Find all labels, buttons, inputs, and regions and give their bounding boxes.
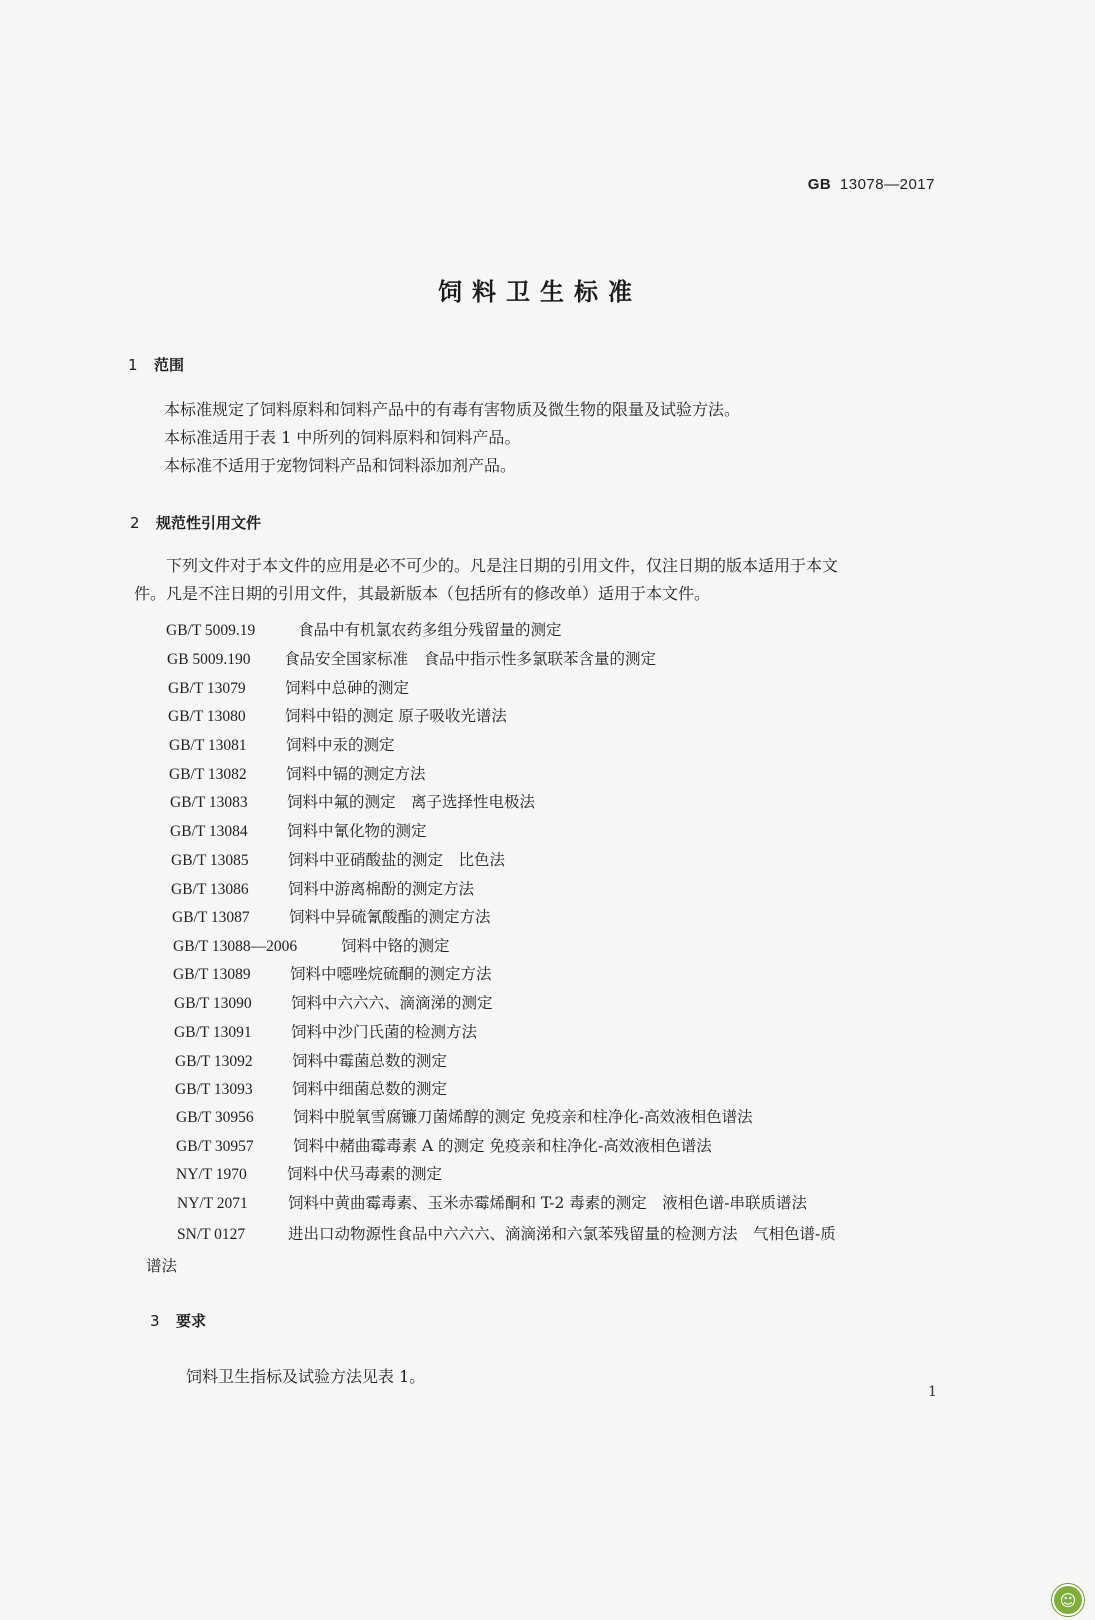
smiley-logo-icon: ☺ [1052, 1584, 1084, 1616]
reference-title: 食品安全国家标准 食品中指示性多氯联苯含量的测定 [284, 650, 657, 668]
reference-title: 饲料中氰化物的测定 [287, 822, 427, 840]
reference-title: 饲料中镉的测定方法 [286, 765, 426, 783]
reference-item [173, 962, 492, 984]
section-number: 1 [128, 356, 138, 374]
reference-continuation: 谱法 [146, 1257, 178, 1275]
reference-item [171, 877, 474, 899]
reference-title: 饲料中总砷的测定 [285, 679, 410, 697]
document-title: 饲料卫生标准 [438, 278, 642, 306]
reference-item [166, 618, 562, 640]
reference-title: 饲料中异硫氰酸酯的测定方法 [289, 908, 491, 926]
reference-title: 饲料中伏马毒素的测定 [287, 1165, 443, 1183]
reference-title: 饲料中氟的测定 离子选择性电极法 [287, 793, 536, 811]
reference-code: GB/T 30957 [176, 1138, 254, 1155]
reference-code: NY/T 1970 [176, 1166, 247, 1183]
reference-code: NY/T 2071 [177, 1195, 248, 1212]
reference-code: GB/T 30956 [176, 1109, 254, 1126]
section-1-paragraph: 本标准不适用于宠物饲料产品和饲料添加剂产品。 [164, 456, 517, 475]
reference-title: 饲料中铬的测定 [341, 937, 450, 955]
reference-code: GB/T 13086 [171, 881, 249, 898]
reference-item [174, 1020, 477, 1042]
reference-item [171, 848, 505, 870]
reference-item [173, 934, 450, 956]
reference-title: 饲料中铅的测定 原子吸收光谱法 [285, 707, 507, 725]
section-2-intro-line: 件。凡是不注日期的引用文件，其最新版本（包括所有的修改单）适用于本文件。 [134, 584, 711, 603]
reference-item [176, 1105, 753, 1127]
reference-title: 饲料中细菌总数的测定 [292, 1080, 448, 1098]
section-3-heading [150, 1310, 206, 1331]
reference-code: GB/T 13088—2006 [173, 938, 298, 955]
section-2-intro-line: 下列文件对于本文件的应用是必不可少的。凡是注日期的引用文件，仅注日期的版本适用于本文 [166, 556, 839, 575]
reference-code: GB/T 13082 [169, 766, 247, 783]
reference-item [176, 1162, 442, 1184]
reference-title: 饲料中游离棉酚的测定方法 [288, 880, 475, 898]
reference-code: GB/T 13079 [168, 680, 246, 697]
section-title: 范围 [154, 356, 185, 374]
reference-item [168, 676, 409, 698]
section-title: 要求 [176, 1312, 207, 1330]
reference-item [170, 819, 427, 841]
reference-code: GB/T 13090 [174, 995, 252, 1012]
section-3-paragraph: 饲料卫生指标及试验方法见表 1。 [186, 1367, 426, 1386]
reference-title: 饲料中沙门氏菌的检测方法 [291, 1023, 478, 1041]
reference-title: 饲料中亚硝酸盐的测定 比色法 [288, 851, 506, 869]
standard-code-prefix: GB [807, 176, 832, 193]
standard-code-number: 13078—2017 [839, 176, 935, 193]
reference-title: 饲料中脱氧雪腐镰刀菌烯醇的测定 免疫亲和柱净化-高效液相色谱法 [293, 1108, 753, 1126]
reference-item [168, 704, 507, 726]
standard-code [808, 176, 935, 193]
reference-code: GB/T 5009.19 [166, 622, 256, 639]
reference-code: GB/T 13087 [172, 909, 250, 926]
reference-code: SN/T 0127 [177, 1226, 246, 1243]
reference-title: 饲料中霉菌总数的测定 [292, 1052, 448, 1070]
reference-code: GB/T 13091 [174, 1024, 252, 1041]
reference-code: GB/T 13084 [170, 823, 248, 840]
reference-item [170, 790, 535, 812]
section-number: 3 [150, 1312, 160, 1330]
reference-code: GB/T 13089 [173, 966, 251, 983]
reference-title: 食品中有机氯农药多组分残留量的测定 [298, 621, 562, 639]
section-1-paragraph: 本标准规定了饲料原料和饲料产品中的有毒有害物质及微生物的限量及试验方法。 [164, 400, 741, 419]
reference-item [174, 991, 493, 1013]
page-number: 1 [928, 1384, 937, 1400]
reference-code: GB 5009.190 [167, 651, 251, 668]
reference-code: GB/T 13083 [170, 794, 248, 811]
section-1-paragraph: 本标准适用于表 1 中所列的饲料原料和饲料产品。 [164, 428, 521, 447]
reference-code: GB/T 13085 [171, 852, 249, 869]
reference-item [177, 1191, 807, 1213]
section-2-heading [130, 512, 261, 533]
section-1-heading [128, 354, 184, 375]
reference-code: GB/T 13080 [168, 708, 246, 725]
reference-item [175, 1077, 447, 1099]
reference-title: 进出口动物源性食品中六六六、滴滴涕和六氯苯残留量的检测方法 气相色谱-质 [288, 1225, 836, 1243]
reference-title: 饲料中汞的测定 [286, 736, 395, 754]
reference-item [169, 762, 426, 784]
reference-item [175, 1049, 447, 1071]
reference-code: GB/T 13093 [175, 1081, 253, 1098]
reference-title: 饲料中六六六、滴滴涕的测定 [291, 994, 493, 1012]
reference-title: 饲料中赭曲霉毒素 A 的测定 免疫亲和柱净化-高效液相色谱法 [293, 1137, 712, 1155]
section-number: 2 [130, 514, 140, 532]
reference-title: 饲料中噁唑烷硫酮的测定方法 [290, 965, 492, 983]
reference-code: GB/T 13081 [169, 737, 247, 754]
reference-item [176, 1134, 712, 1156]
section-title: 规范性引用文件 [156, 514, 262, 532]
reference-item [167, 647, 656, 669]
reference-item [172, 905, 491, 927]
reference-item [177, 1222, 836, 1244]
reference-item [169, 733, 395, 755]
reference-code: GB/T 13092 [175, 1053, 253, 1070]
reference-title: 饲料中黄曲霉毒素、玉米赤霉烯酮和 T-2 毒素的测定 液相色谱-串联质谱法 [288, 1194, 808, 1212]
